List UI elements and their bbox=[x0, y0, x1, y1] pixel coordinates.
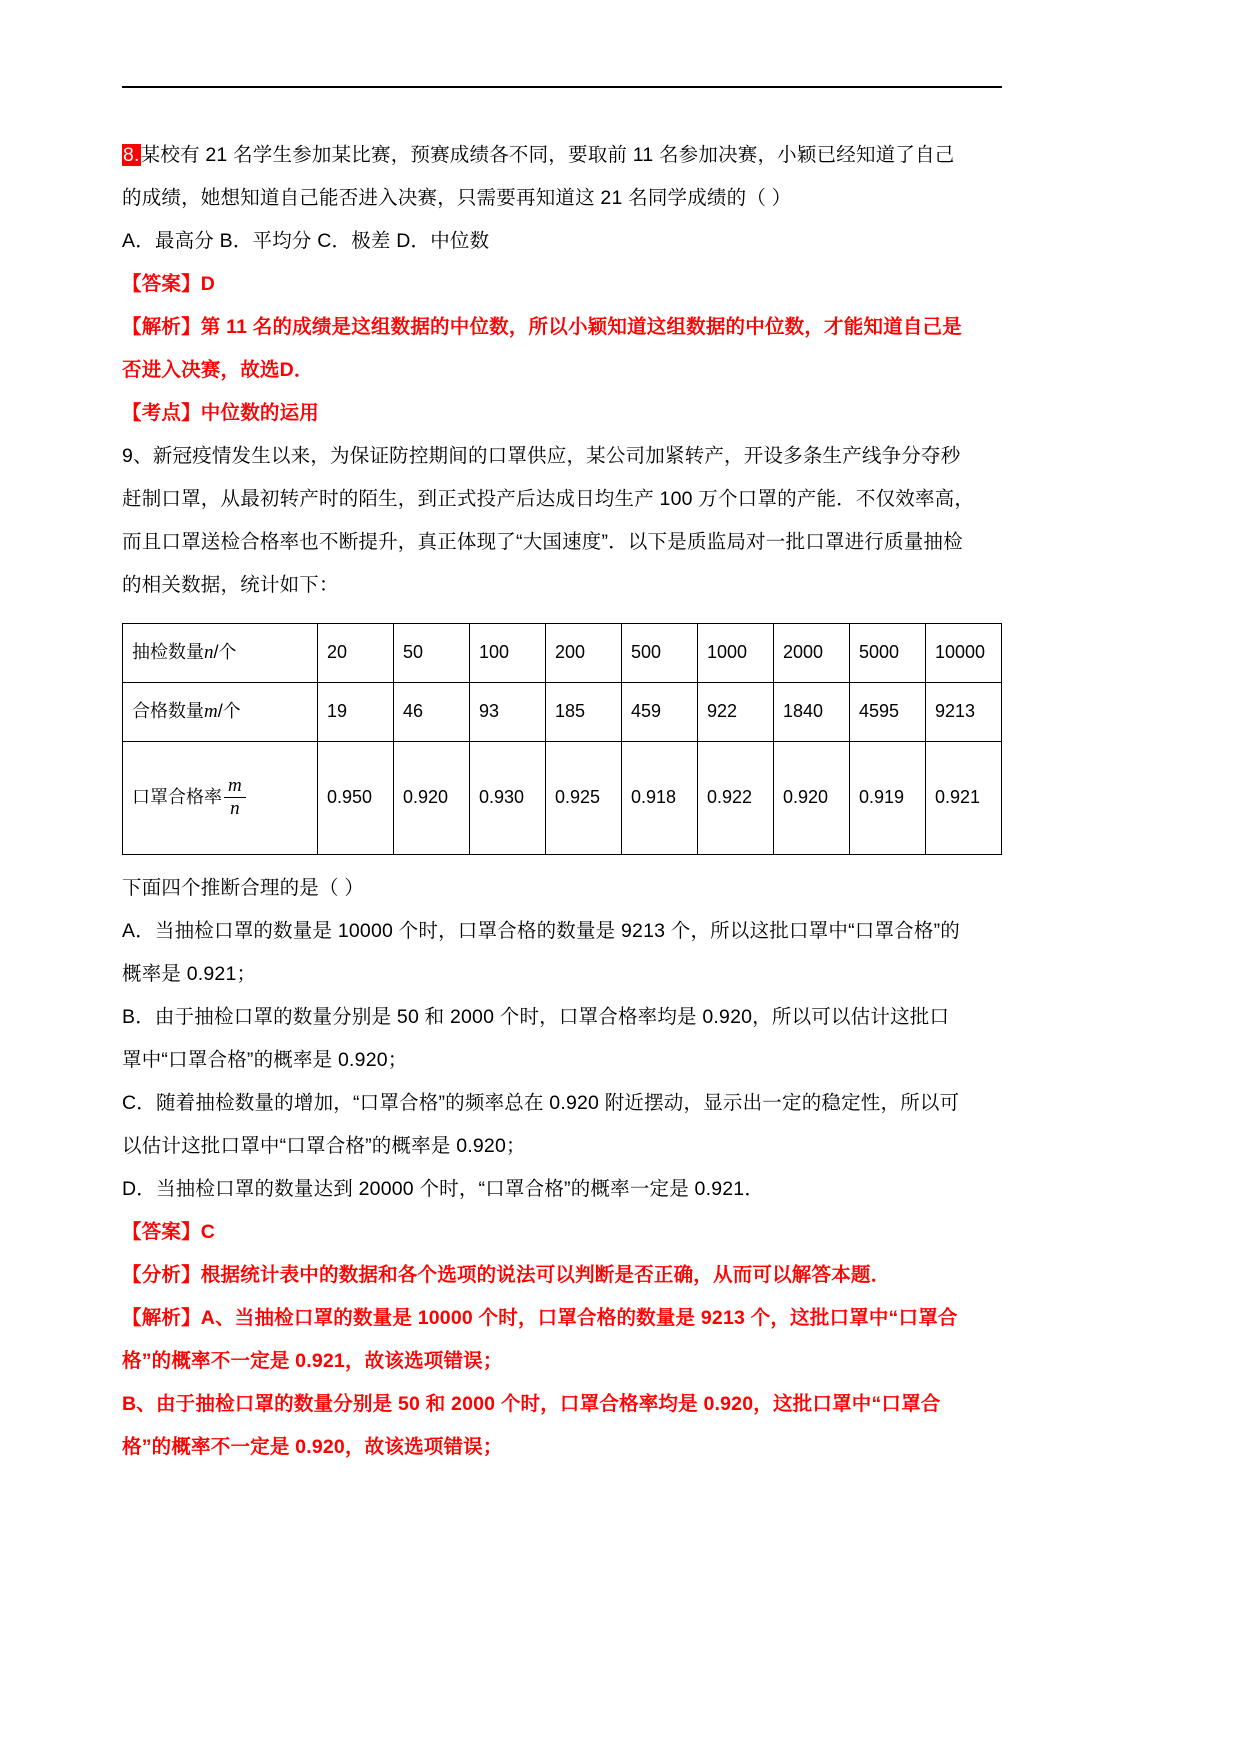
row-header-sample-count bbox=[123, 624, 318, 683]
cell-pass-1: 46 bbox=[394, 683, 470, 742]
cell-count-2: 100 bbox=[470, 624, 546, 683]
cell-count-0: 20 bbox=[318, 624, 394, 683]
cell-rate-3: 0.925 bbox=[546, 742, 622, 855]
question-8 bbox=[122, 134, 1002, 435]
label-count-prefix: 抽检数量 bbox=[132, 641, 204, 662]
q9-option-c-line-2: 以估计这批口罩中“口罩合格”的概率是 0.920； bbox=[122, 1135, 526, 1157]
cell-pass-6: 1840 bbox=[774, 683, 850, 742]
row-header-pass-count bbox=[123, 683, 318, 742]
cell-count-4: 500 bbox=[622, 624, 698, 683]
fraction-numerator: m bbox=[224, 776, 246, 798]
cell-rate-7: 0.919 bbox=[850, 742, 926, 855]
q9-option-b-line-1: B．由于抽检口罩的数量分别是 50 和 2000 个时，口罩合格率均是 0.920，所以可以估计这批口 bbox=[122, 1006, 950, 1028]
row-header-pass-rate bbox=[123, 742, 318, 855]
q9-stem-line-4: 的相关数据，统计如下： bbox=[122, 574, 339, 596]
fraction-m-over-n bbox=[224, 776, 246, 819]
question-9 bbox=[122, 435, 1002, 1469]
cell-count-3: 200 bbox=[546, 624, 622, 683]
q9-option-a-line-1: A．当抽检口罩的数量是 10000 个时，口罩合格的数量是 9213 个，所以这批口罩中“口罩合格”的 bbox=[122, 920, 960, 942]
label-pass-suffix: /个 bbox=[217, 700, 241, 721]
q8-answer: 【答案】D bbox=[122, 273, 216, 295]
cell-count-1: 50 bbox=[394, 624, 470, 683]
cell-rate-0: 0.950 bbox=[318, 742, 394, 855]
q8-number-highlight bbox=[122, 144, 141, 166]
cell-rate-6: 0.920 bbox=[774, 742, 850, 855]
cell-pass-2: 93 bbox=[470, 683, 546, 742]
q9-stem-line-3: 而且口罩送检合格率也不断提升，真正体现了“大国速度”．以下是质监局对一批口罩进行质量抽检 bbox=[122, 531, 963, 553]
q9-stem-line-2: 赶制口罩，从最初转产时的陌生，到正式投产后达成日均生产 100 万个口罩的产能．不仅效率高， bbox=[122, 488, 975, 510]
q9-option-c-line-1: C．随着抽检数量的增加，“口罩合格”的频率总在 0.920 附近摆动，显示出一定的稳定性，所以可 bbox=[122, 1092, 960, 1114]
q9-jiexi-line-4: 格”的概率不一定是 0.920，故该选项错误； bbox=[122, 1436, 503, 1458]
statistics-table-wrapper bbox=[122, 623, 1002, 855]
cell-rate-4: 0.918 bbox=[622, 742, 698, 855]
statistics-table bbox=[122, 623, 1002, 855]
table-row-passed bbox=[123, 683, 1002, 742]
q9-jiexi-line-2: 格”的概率不一定是 0.921，故该选项错误； bbox=[122, 1350, 503, 1372]
cell-pass-5: 922 bbox=[698, 683, 774, 742]
label-count-var: n bbox=[204, 641, 214, 663]
cell-rate-8: 0.921 bbox=[926, 742, 1002, 855]
table-row-counts bbox=[123, 624, 1002, 683]
q9-jiexi-line-3: B、由于抽检口罩的数量分别是 50 和 2000 个时，口罩合格率均是 0.920，这批口罩中“口罩合 bbox=[122, 1393, 941, 1415]
q8-number: 8 bbox=[123, 144, 135, 166]
header-divider bbox=[122, 86, 1002, 88]
page-content bbox=[122, 86, 1002, 1469]
cell-count-8: 10000 bbox=[926, 624, 1002, 683]
q8-number-dot: . bbox=[134, 144, 140, 166]
label-rate: 口罩合格率 bbox=[132, 787, 222, 808]
cell-pass-0: 19 bbox=[318, 683, 394, 742]
q9-prompt: 下面四个推断合理的是（ ） bbox=[122, 877, 365, 899]
rate-header-inner bbox=[132, 742, 308, 854]
cell-count-7: 5000 bbox=[850, 624, 926, 683]
q8-kaodian: 【考点】中位数的运用 bbox=[122, 402, 320, 424]
cell-rate-2: 0.930 bbox=[470, 742, 546, 855]
q9-option-a-line-2: 概率是 0.921； bbox=[122, 963, 257, 985]
q8-analysis-line-2: 否进入决赛，故选D． bbox=[122, 359, 314, 381]
cell-rate-5: 0.922 bbox=[698, 742, 774, 855]
cell-count-5: 1000 bbox=[698, 624, 774, 683]
q8-analysis-line-1: 【解析】第 11 名的成绩是这组数据的中位数，所以小颖知道这组数据的中位数，才能知道自己是 bbox=[122, 316, 962, 338]
cell-rate-1: 0.920 bbox=[394, 742, 470, 855]
q9-jiexi-line-1: 【解析】A、当抽检口罩的数量是 10000 个时，口罩合格的数量是 9213 个，这批口罩中“口罩合 bbox=[122, 1307, 958, 1329]
q8-stem-line-1 bbox=[122, 134, 1002, 177]
cell-pass-3: 185 bbox=[546, 683, 622, 742]
label-pass-prefix: 合格数量 bbox=[132, 700, 204, 721]
q8-options: A．最高分 B．平均分 C．极差 D．中位数 bbox=[122, 230, 490, 252]
q9-fenxi: 【分析】根据统计表中的数据和各个选项的说法可以判断是否正确，从而可以解答本题． bbox=[122, 1264, 891, 1286]
cell-pass-7: 4595 bbox=[850, 683, 926, 742]
q8-stem-text-1: 某校有 21 名学生参加某比赛，预赛成绩各不同，要取前 11 名参加决赛，小颖已经知道了自己 bbox=[140, 144, 955, 166]
cell-pass-8: 9213 bbox=[926, 683, 1002, 742]
q8-stem-line-2: 的成绩，她想知道自己能否进入决赛，只需要再知道这 21 名同学成绩的（ ） bbox=[122, 187, 792, 209]
label-pass-var: m bbox=[204, 700, 218, 722]
q9-option-b-line-2: 罩中“口罩合格”的概率是 0.920； bbox=[122, 1049, 408, 1071]
fraction-denominator: n bbox=[230, 797, 240, 819]
q9-stem-line-1: 9、新冠疫情发生以来，为保证防控期间的口罩供应，某公司加紧转产，开设多条生产线争分夺秒 bbox=[122, 445, 961, 467]
cell-count-6: 2000 bbox=[774, 624, 850, 683]
q9-option-d-line-1: D．当抽检口罩的数量达到 20000 个时，“口罩合格”的概率一定是 0.921． bbox=[122, 1178, 765, 1200]
label-count-suffix: /个 bbox=[213, 641, 237, 662]
table-row-rate bbox=[123, 742, 1002, 855]
cell-pass-4: 459 bbox=[622, 683, 698, 742]
q9-answer: 【答案】C bbox=[122, 1221, 216, 1243]
